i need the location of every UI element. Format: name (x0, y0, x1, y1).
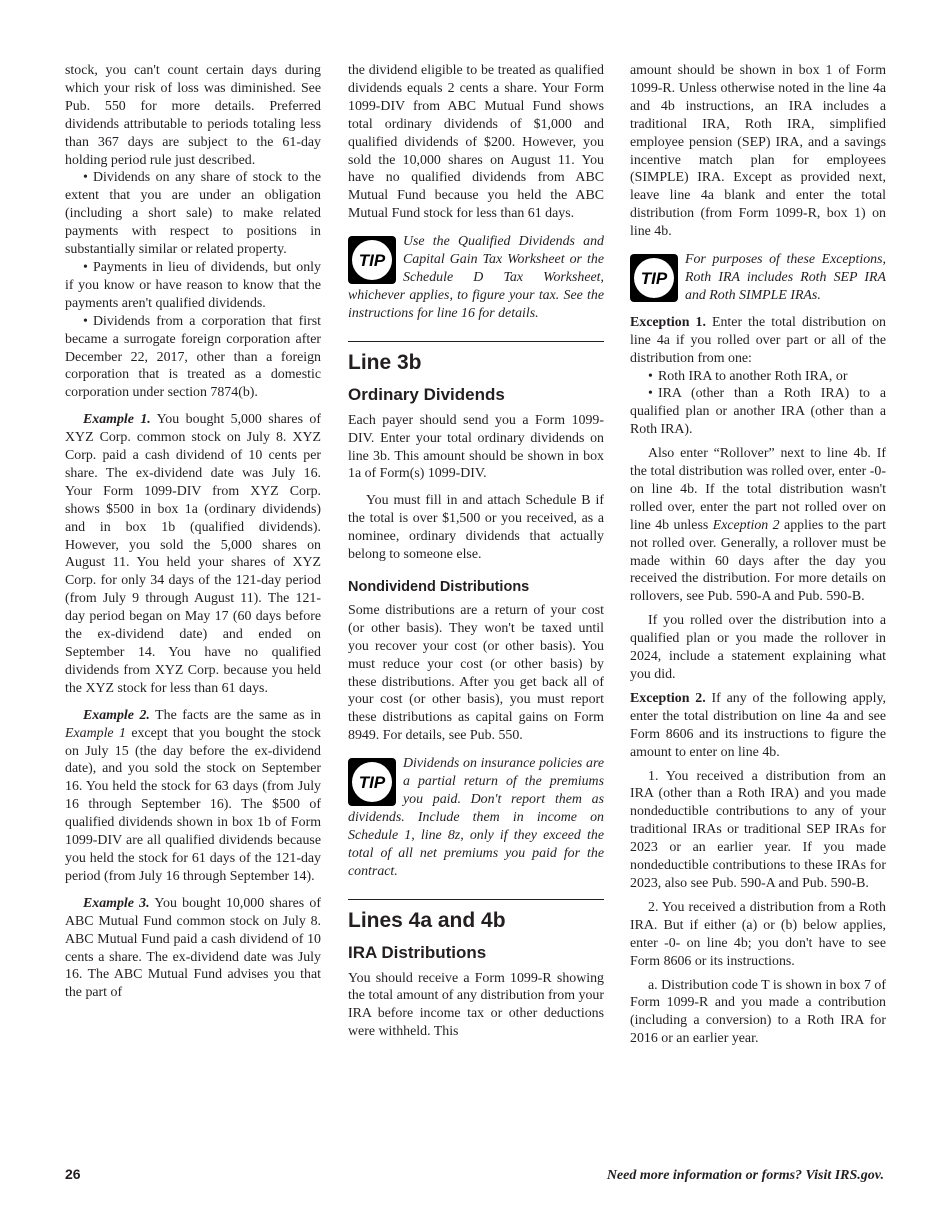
example-3-label: Example 3. (83, 895, 150, 911)
tip-icon (348, 758, 396, 806)
exception-2-item-a: a. Distribution code T is shown in box 7 of Form 1099-R and you made a contribution (including a conversion) to a Roth IRA for 2016 or an earlier year. (630, 977, 886, 1047)
section-divider (348, 899, 604, 900)
column-2 (348, 62, 604, 1041)
line-3b-paragraph-2: You must fill in and attach Schedule B if the total is over $1,500 or you received, as a nominee, ordinary dividends that actually belong to someone else. (348, 493, 604, 563)
ordinary-dividends-heading: Ordinary Dividends (348, 384, 505, 404)
tip-badge-text: TIP (358, 251, 386, 271)
line-3b-heading: Line 3b (348, 350, 422, 374)
ira-distributions-heading: IRA Distributions (348, 942, 487, 962)
bullet-icon: • (83, 313, 88, 329)
tip-roth-ira (630, 251, 886, 305)
exception-2-item-1: 1. You received a distribution from an IRA (other than a Roth IRA) and you made nondeductible contributions to any of your traditional IRAs or traditional SEP IRAs for 2023 or an earlier year. If you made nondeductible contributions to these IRAs for 2023, also see Pub. 590-A and Pub. 590-B. (630, 768, 886, 891)
example-3: Example 3. You bought 10,000 shares of ABC Mutual Fund common stock on July 8. ABC Mutual Fund paid a cash dividend of 10 cents a share. The ex-dividend date was July 16. The ABC Mutual Fund advises you that the part of (65, 895, 321, 1001)
col1-bullet: • Dividends from a corporation that first became a surrogate foreign corporation after December 22, 2017, other than a foreign corporation that is treated as a domestic corporation under section 7874(b). (65, 313, 321, 401)
exception-1-paragraph-3: If you rolled over the distribution into a qualified plan or you made the rollover in 2024, include a statement explaining what you did. (630, 613, 886, 682)
column-1 (65, 62, 321, 1002)
example-2: Example 2. The facts are the same as in Example 1 except that you bought the stock on July 15 (the day before the ex-dividend date), and you sold the stock on September 16. You held the stock for 63 days (from July 16 through September 16). The $500 of qualified dividends shown in box 1b of Form 1099-DIV are all qualified dividends because you held the stock for 61 days of the 121-day period (from July 16 through September 14). (65, 707, 321, 884)
tip-insurance-dividends (348, 755, 604, 880)
exception-1-label: Exception 1. (630, 314, 706, 330)
exception-1-bullet: • Roth IRA to another Roth IRA, or (648, 368, 848, 384)
bullet-icon: • (648, 368, 653, 384)
exception-2: Exception 2. If any of the following apply, enter the total distribution on line 4a and see Form 8606 and its instructions to figure the amount to enter on line 4b. (630, 690, 886, 760)
tip-badge-text: TIP (640, 269, 668, 289)
example-1-label: Example 1. (83, 412, 151, 428)
tip-qualified-dividends (348, 233, 604, 323)
example-2-label: Example 2. (83, 707, 150, 723)
tip-text: For purposes of these Exceptions, Roth IRA includes Roth SEP IRA and Roth SIMPLE IRAs. (685, 252, 886, 303)
exception-2-reference: Exception 2 (712, 517, 780, 533)
exception-1-bullet: • IRA (other than a Roth IRA) to a qualified plan or another IRA (other than a Roth IRA). (630, 386, 886, 438)
col1-bullet: • Payments in lieu of dividends, but only if you know or have reason to know that the payments aren't qualified dividends. (65, 259, 321, 311)
tip-badge-text: TIP (358, 773, 386, 793)
tip-text: Dividends on insurance policies are a partial return of the premiums you paid. Don't report them as dividends. Include them in income on Schedule 1, line 8z, only if they exceed the total of all net premiums you paid for the contract. (348, 756, 604, 879)
column-3 (630, 62, 886, 1048)
tip-icon (630, 254, 678, 302)
footer-note: Need more information or forms? Visit IRS.gov. (606, 1168, 884, 1183)
col1-intro: stock, you can't count certain days during which your risk of loss was diminished. See Pub. 550 for more details. Preferred dividends attributable to periods totaling less than 367 days are subject to the 61-day holding period rule just described. (65, 63, 321, 168)
tip-text: Use the Qualified Dividends and Capital Gain Tax Worksheet or the Schedule D Tax Worksheet, whichever applies, to figure your tax. See the instructions for line 16 for details. (348, 234, 604, 321)
bullet-icon: • (648, 386, 653, 402)
section-divider (348, 341, 604, 342)
example-1-reference: Example 1 (65, 725, 126, 741)
nondividend-paragraph: Some distributions are a return of your cost (or other basis). They won't be taxed until you recover your cost (or other basis). You must reduce your cost (or other basis) by these distributions. After you get back all of your cost (or other basis), you must report these distributions as capital gains on Form 8949. For details, see Pub. 550. (348, 602, 604, 744)
exception-2-item-2: 2. You received a distribution from a Roth IRA. But if either (a) or (b) below applies, enter -0- on line 4b; you don't have to see Form 8606 or its instructions. (630, 899, 886, 969)
exception-2-label: Exception 2. (630, 690, 706, 706)
nondividend-distributions-heading: Nondividend Distributions (348, 578, 530, 595)
col1-bullet: • Dividends on any share of stock to the extent that you are under an obligation (including a short sale) to make related payments with respect to positions in substantially similar or related property. (65, 170, 321, 258)
lines-4a-4b-heading: Lines 4a and 4b (348, 908, 506, 932)
tip-icon (348, 236, 396, 284)
bullet-icon: • (83, 170, 88, 186)
bullet-icon: • (83, 259, 88, 275)
line-3b-paragraph-1: Each payer should send you a Form 1099-DIV. Enter your total ordinary dividends on line 3b. This amount should be shown in box 1a of Form(s) 1099-DIV. (348, 412, 604, 482)
page-number: 26 (65, 1166, 81, 1182)
exception-1-paragraph-2: Also enter “Rollover” next to line 4b. If the total distribution was rolled over, enter -0- on line 4b. If the total distribution wasn't rolled over, enter the part not rolled over on line 4b unless Exception 2 applies to the part not rolled over. Generally, a rollover must be made within 60 days after the day you received the distribution. For more details on rollovers, see Pub. 590-A and Pub. 590-B. (630, 446, 886, 605)
col3-continuation: amount should be shown in box 1 of Form 1099-R. Unless otherwise noted in the line 4a and 4b instructions, an IRA includes a traditional IRA, Roth IRA, simplified employee pension (SEP) IRA, and a savings incentive match plan for employees (SIMPLE) IRA. Except as provided next, leave line 4a blank and enter the total distribution (from Form 1099-R, box 1) on line 4b. (630, 63, 886, 240)
exception-1: Exception 1. Enter the total distribution on line 4a if you rolled over part or all of the distribution from one: (630, 314, 886, 366)
col2-continuation: the dividend eligible to be treated as qualified dividends equals 2 cents a share. Your Form 1099-DIV from ABC Mutual Fund shows total ordinary dividends of $1,000 and qualified dividends of $200. However, you sold the 10,000 shares on August 11. You have no qualified dividends from ABC Mutual Fund because you held the ABC Mutual Fund stock for less than 61 days. (348, 63, 604, 222)
lines-4a-4b-paragraph: You should receive a Form 1099-R showing the total amount of any distribution from your IRA before income tax or other deductions were withheld. This (348, 970, 604, 1040)
example-1: Example 1. You bought 5,000 shares of XYZ Corp. common stock on July 8. XYZ Corp. paid a cash dividend of 10 cents per share. The ex-dividend date was July 16. Your Form 1099-DIV from XYZ Corp. shows $500 in box 1a (ordinary dividends) and in box 1b (qualified dividends). However, you sold the 5,000 shares on August 11. You held your shares of XYZ Corp. for only 34 days of the 121-day period (from July 9 through August 11). The 121-day period began on May 17 (60 days before the ex-dividend date) and ended on September 14. You have no qualified dividends from XYZ Corp. because you held the XYZ stock for less than 61 days. (65, 412, 321, 696)
